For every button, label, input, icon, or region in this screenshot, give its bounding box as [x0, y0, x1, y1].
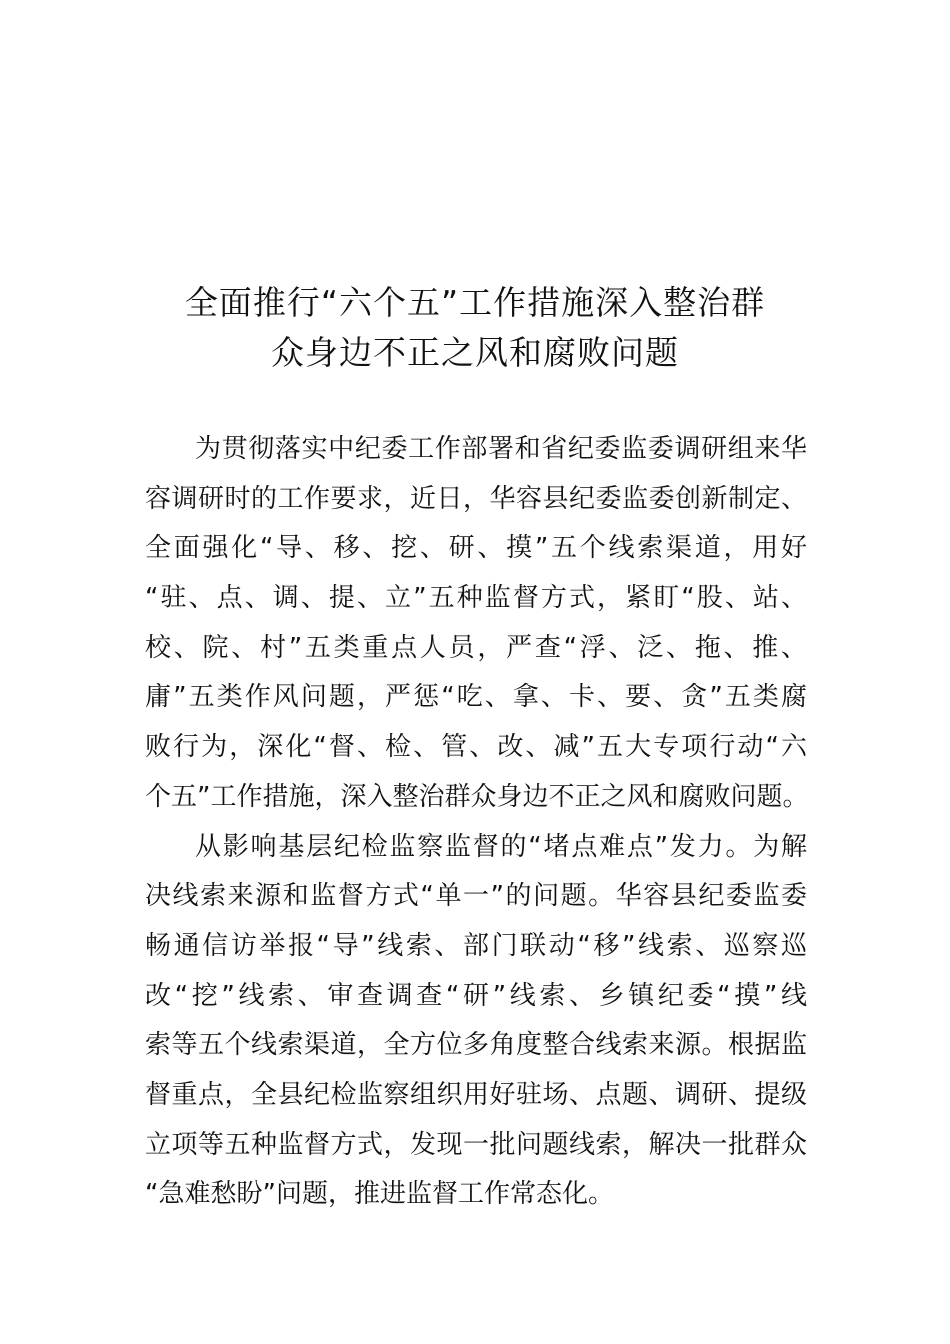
paragraph-line: 全面强化“导、移、挖、研、摸”五个线索渠道，用好 — [145, 533, 807, 564]
paragraph-line: 从影响基层纪检监察监督的“堵点难点”发力。为解 — [195, 831, 807, 862]
paragraph-line: 校、院、村”五类重点人员，严查“浮、泛、拖、推、 — [145, 632, 807, 663]
paragraph-line: 个五”工作措施，深入整治群众身边不正之风和腐败问题。 — [145, 781, 809, 812]
document-title — [140, 278, 810, 378]
paragraph-line: “驻、点、调、提、立”五种监督方式，紧盯“股、站、 — [145, 583, 807, 614]
paragraph-line: 败行为，深化“督、检、管、改、减”五大专项行动“六 — [145, 732, 807, 763]
paragraph-line: 畅通信访举报“导”线索、部门联动“移”线索、巡察巡 — [145, 930, 807, 961]
paragraph-line: 容调研时的工作要求，近日，华容县纪委监委创新制定、 — [145, 483, 807, 514]
paragraph-line: 改“挖”线索、审查调查“研”线索、乡镇纪委“摸”线 — [145, 980, 807, 1011]
paragraph-line: 为贯彻落实中纪委工作部署和省纪委监委调研组来华 — [195, 434, 807, 464]
paragraph-line: 决线索来源和监督方式“单一”的问题。华容县纪委监委 — [145, 881, 807, 912]
paragraph-line: 立项等五种监督方式，发现一批问题线索，解决一批群众 — [145, 1129, 807, 1160]
paragraph-2 — [145, 823, 807, 1221]
paragraph-line: 督重点，全县纪检监察组织用好驻场、点题、调研、提级 — [145, 1079, 807, 1110]
paragraph-line: 索等五个线索渠道，全方位多角度整合线索来源。根据监 — [145, 1030, 807, 1061]
paragraph-1 — [145, 425, 807, 823]
paragraph-line: 庸”五类作风问题，严惩“吃、拿、卡、要、贪”五类腐 — [145, 682, 807, 713]
title-line: 众身边不正之风和腐败问题 — [271, 333, 679, 372]
document-body — [145, 425, 807, 1220]
title-line: 全面推行“六个五”工作措施深入整治群 — [184, 283, 766, 322]
paragraph-line: “急难愁盼”问题，推进监督工作常态化。 — [145, 1179, 614, 1210]
